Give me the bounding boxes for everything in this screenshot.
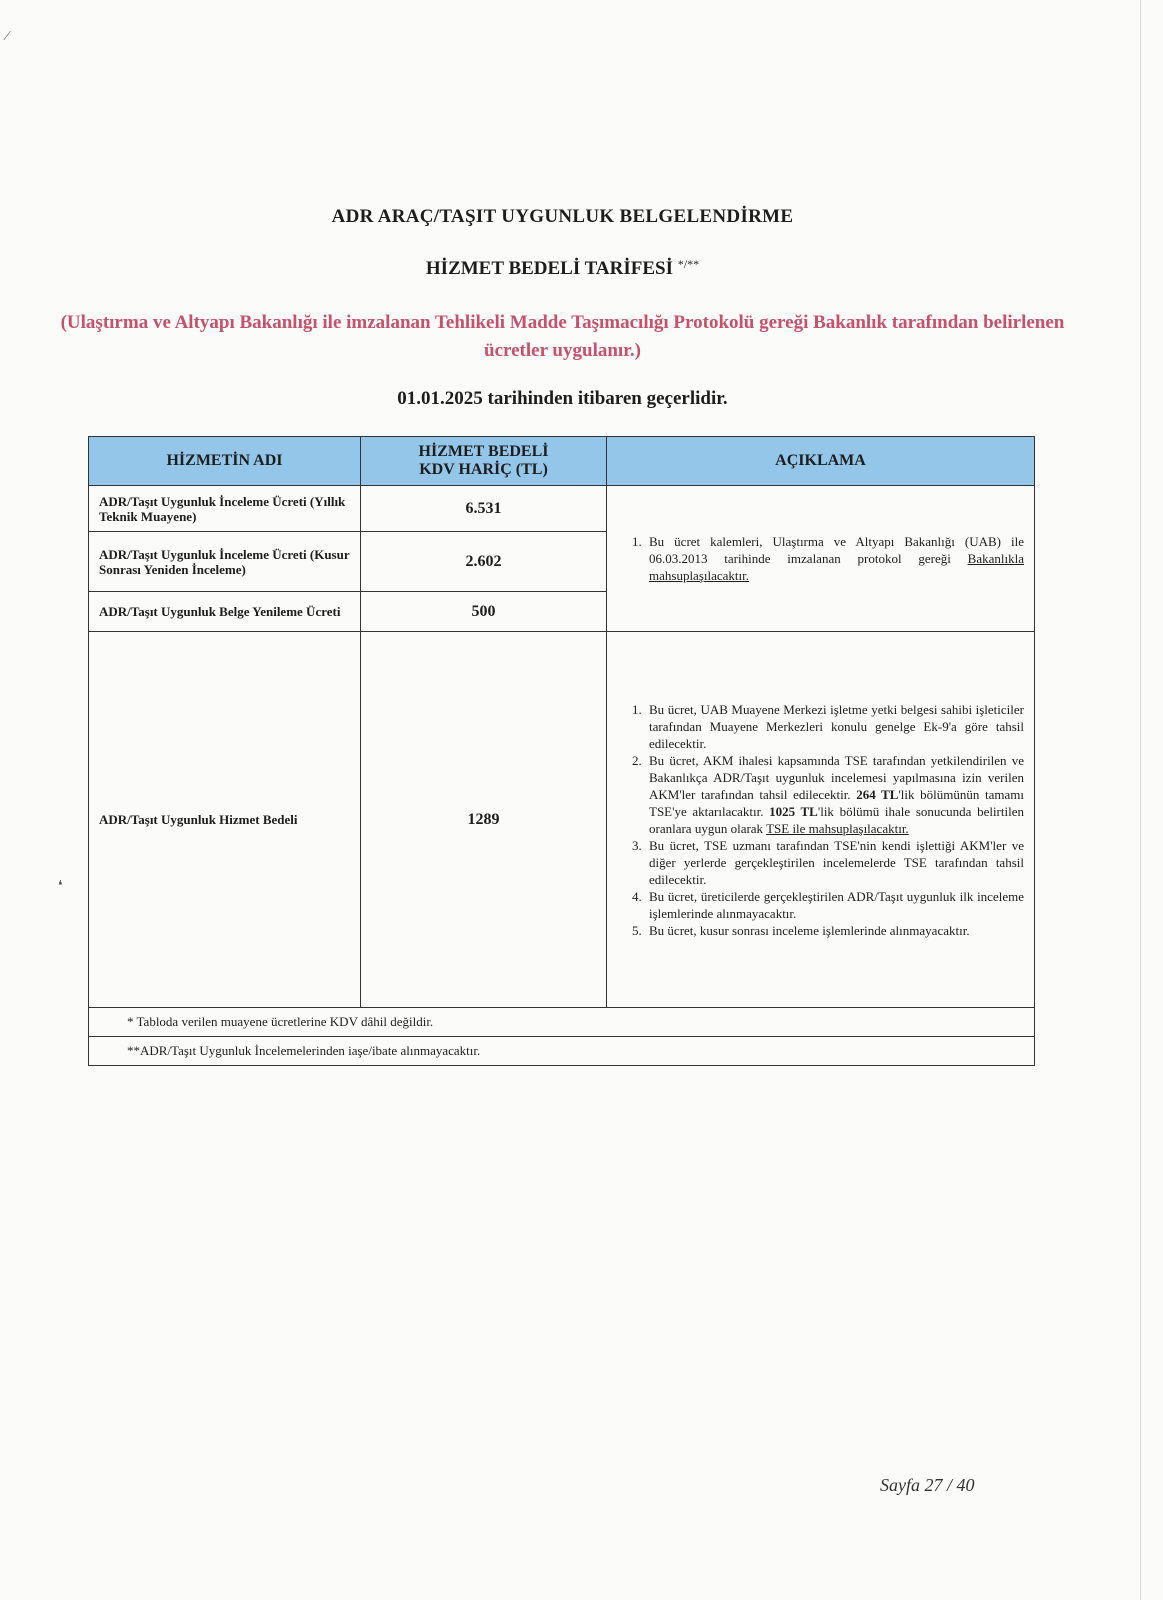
footnote-row	[89, 1008, 1035, 1037]
description-item: 1. Bu ücret, UAB Muayene Merkezi işletme yetki belgesi sahibi işleticiler tarafından Muayene Merkezleri konulu genelge Ek-9'a göre tahsil edilecektir.	[645, 701, 1024, 752]
description-text: Bu ücret, AKM ihalesi kapsamında TSE tarafından yetkilendirilen ve Bakanlıkça ADR/Taşıt uygunluk incelemesi yapılmasına izin verilen AKM'ler tarafından tahsil edilecektir.	[649, 752, 1024, 802]
description-bold-amount: 1025 TL	[769, 803, 818, 819]
table-header-row	[89, 437, 1035, 486]
header-service-name: HİZMETİN ADI	[89, 437, 361, 486]
document-title: ADR ARAÇ/TAŞIT UYGUNLUK BELGELENDİRME	[331, 206, 794, 227]
description-item	[645, 533, 1024, 584]
table-row	[89, 486, 1035, 532]
description-item: 3. Bu ücret, TSE uzmanı tarafından TSE'nin kendi işlettiği AKM'ler ve diğer yerlerde gerçekleştirilen incelemelerde TSE tarafından tahsil edilecektir.	[645, 837, 1024, 888]
header-fee	[361, 437, 607, 486]
scan-speck: ⁄	[6, 29, 9, 44]
service-name-cell: ADR/Taşıt Uygunluk Belge Yenileme Ücreti	[89, 592, 361, 632]
fee-cell: 6.531	[361, 486, 607, 532]
fee-cell: 500	[361, 592, 607, 632]
document-subtitle-tariff	[0, 257, 1125, 280]
description-item: 5. Bu ücret, kusur sonrası inceleme işlemlerinde alınmayacaktır.	[645, 922, 1024, 939]
service-name-cell: ADR/Taşıt Uygunluk Hizmet Bedeli	[89, 632, 361, 1008]
scan-speck: ❛	[58, 879, 63, 894]
footnote-vat: * Tabloda verilen muayene ücretlerine KDV dâhil değildir.	[89, 1008, 1035, 1037]
description-list	[619, 533, 1024, 584]
scan-edge-line	[1140, 0, 1141, 1600]
description-item: 4. Bu ücret, üreticilerde gerçekleştirilen ADR/Taşıt uygunluk ilk inceleme işlemlerinde alınmayacaktır.	[645, 888, 1024, 922]
service-name-cell: ADR/Taşıt Uygunluk İnceleme Ücreti (Kusur Sonrası Yeniden İnceleme)	[89, 532, 361, 592]
tariff-title-note-mark: */**	[677, 257, 700, 271]
validity-date-text: 01.01.2025 tarihinden itibaren geçerlidir.	[397, 388, 728, 409]
fee-cell: 2.602	[361, 532, 607, 592]
header-fee-line2: KDV HARİÇ (TL)	[419, 461, 548, 478]
header-description: AÇIKLAMA	[607, 437, 1035, 486]
description-underlined-text: Bakanlıkla mahsuplaşılacaktır.	[649, 551, 1024, 583]
header-fee-line1: HİZMET BEDELİ	[418, 443, 549, 460]
description-bold-amount: 264 TL	[856, 786, 899, 802]
page-number: Sayfa 27 / 40	[880, 1475, 975, 1495]
footnote-catering: **ADR/Taşıt Uygunluk İncelemelerinden iaşe/ibate alınmayacaktır.	[89, 1037, 1035, 1066]
description-text: 'lik bölümü ihale sonucunda belirtilen oranlara uygun olarak	[649, 803, 1024, 836]
tariff-title-text: HİZMET BEDELİ TARİFESİ	[425, 258, 673, 279]
description-list	[619, 701, 1024, 939]
description-text: Bu ücret kalemleri, Ulaştırma ve Altyapı Bakanlığı (UAB) ile 06.03.2013 tarihinde imzalanan protokol gereği	[649, 534, 1024, 566]
fee-cell: 1289	[361, 632, 607, 1008]
footnote-row	[89, 1037, 1035, 1066]
description-item	[645, 752, 1024, 837]
service-name-cell: ADR/Taşıt Uygunluk İnceleme Ücreti (Yıllık Teknik Muayene)	[89, 486, 361, 532]
description-cell-group1	[607, 486, 1035, 632]
description-text: 'lik bölümünün tamamı TSE'ye aktarılacaktır.	[649, 786, 1025, 819]
protocol-note: (Ulaştırma ve Altyapı Bakanlığı ile imzalanan Tehlikeli Madde Taşımacılığı Protokolü gereği Bakanlık tarafından belirlenen ücretler uygulanır.)	[60, 312, 1065, 361]
tariff-table	[88, 436, 1035, 1066]
description-cell-group2	[607, 632, 1035, 1008]
table-row	[89, 632, 1035, 1008]
description-underlined-text: TSE ile mahsuplaşılacaktır.	[766, 820, 909, 836]
